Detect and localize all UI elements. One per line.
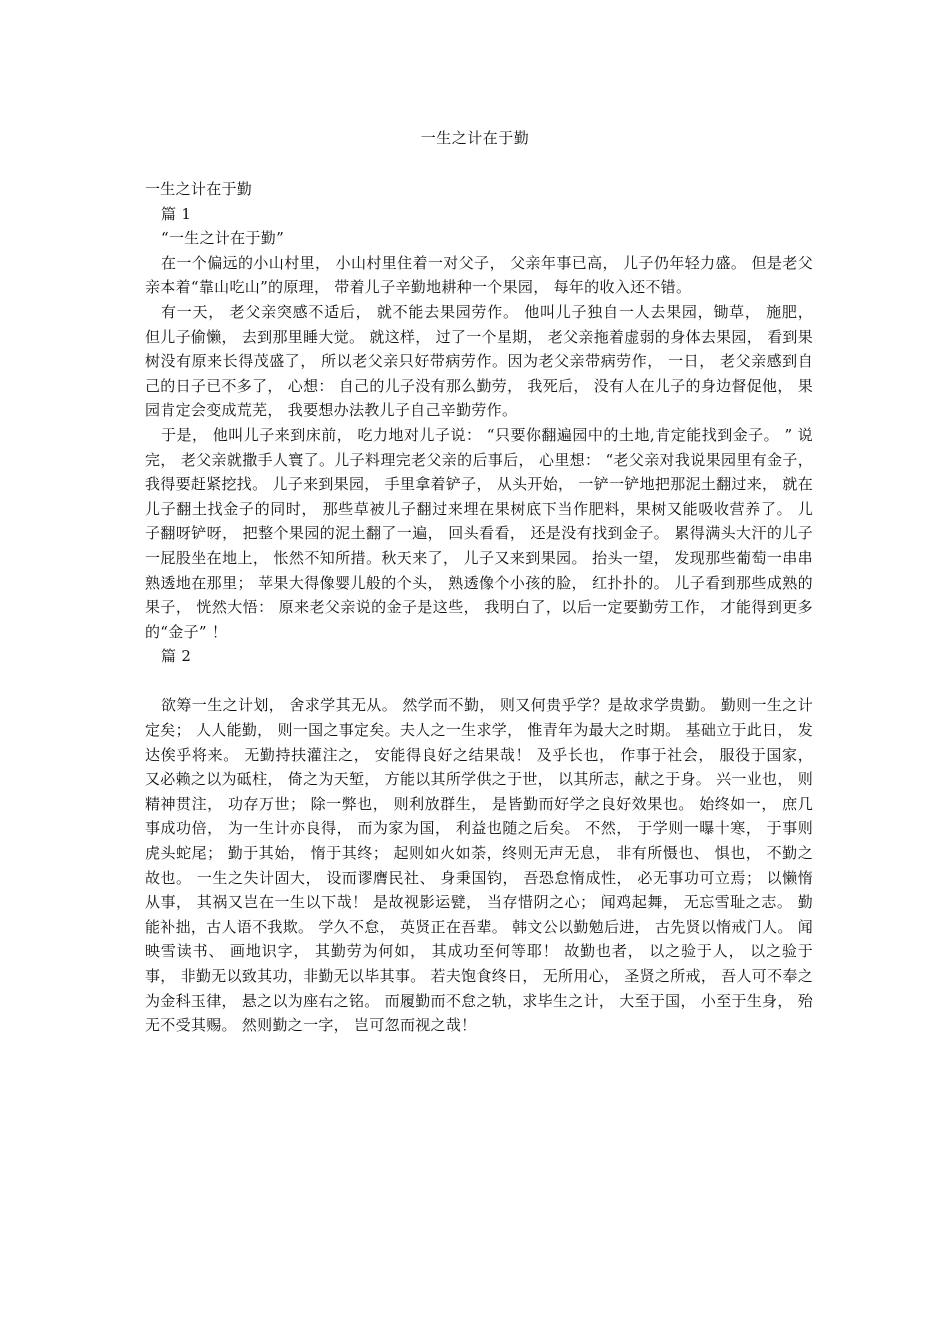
section-2-paragraph-1: 欲筹一生之计划， 舍求学其无从。 然学而不勤， 则又何贵乎学？是故求学贵勤。 勤则一生之计定矣； 人人能勤， 则一国之事定矣。夫人之一生求学， 惟青年为最大之时期。 基础立于此日， 发达俟乎将来。 无勤持扶灌注之， 安能得良好之结果哉！ 及乎长也， 作事于社会， 服役于国家， 又必赖之以为砥柱， 倚之为天堑， 方能以其所学供之于世， 以其所志，献之于身。 兴一业也， 则精神贯注， 功存万世； 除一弊也， 则利放群生， 是皆勤而好学之良好效果也。 始终如一， 庶几事成功倍， 为一生计亦良得， 而为家为国， 利益也随之后矣。 不然， 于学则一曝十寒， 于事则虎头蛇尾； 勤于其始， 惰于其终； 起则如火如荼，终则无声无息， 非有所慑也、 惧也， 不勤之故也。 一生之失计固大， 设而谬膺民社、 身秉国钧， 吾恐怠惰成性， 必无事功可立焉； 以懒惰从事， 其祸又岂在一生以下哉！ 是故视影运甓， 当存惜阴之心； 闻鸡起舞， 无忘雪耻之志。 勤能补拙，古人语不我欺。 学久不怠， 英贤正在吾辈。 韩文公以勤勉后进， 古先贤以惰戒门人。 闻映雪读书、 画地识字， 其勤劳为何如， 其成功至何等耶！ 故勤也者， 以之验于人， 以之验于事， 非勤无以致其功，非勤无以毕其事。 若夫饱食终日， 无所用心， 圣贤之所戒， 吾人可不奉之为金科玉律， 悬之以为座右之铭。 而履勤而不怠之轨，求毕生之计， 大至于国， 小至于生身， 殆无不受其赐。 然则勤之一字， 岂可忽而视之哉！ xyxy=(145,696,813,1035)
document-subtitle: 一生之计在于勤 xyxy=(145,180,253,198)
document-body xyxy=(145,177,813,1038)
section-1-paragraph-2: 有一天， 老父亲突感不适后， 就不能去果园劳作。 他叫儿子独自一人去果园，锄草， 施肥， 但儿子偷懒， 去到那里睡大觉。 就这样， 过了一个星期， 老父亲拖着虚弱的身体去果园， 看到果树没有原来长得茂盛了， 所以老父亲只好带病劳作。因为老父亲带病劳作， 一日， 老父亲感到自己的日子已不多了， 心想： 自己的儿子没有那么勤劳， 我死后， 没有人在儿子的身边督促他， 果园肯定会变成荒芜， 我要想办法教儿子自己辛勤劳作。 xyxy=(145,302,813,420)
section-1-heading: “一生之计在于勤” xyxy=(161,229,285,248)
section-2-label: 篇 2 xyxy=(161,647,192,666)
section-1-paragraph-1: 在一个偏远的小山村里， 小山村里住着一对父子， 父亲年事已高， 儿子仍年轻力盛。 但是老父亲本着“靠山吃山”的原理， 带着儿子辛勤地耕种一个果园， 每年的收入还不错。 xyxy=(145,253,813,297)
section-1-label: 篇 1 xyxy=(161,204,192,223)
section-1-paragraph-3: 于是， 他叫儿子来到床前， 吃力地对儿子说： “只要你翻遍园中的土地,肯定能找到金子。 ” 说完， 老父亲就撒手人寰了。儿子料理完老父亲的后事后， 心里想： “老父亲对我说果园里有金子，我得要赶紧挖找。 儿子来到果园， 手里拿着铲子， 从头开始， 一铲一铲地把那泥土翻过来， 就在儿子翻土找金子的同时， 那些草被儿子翻过来埋在果树底下当作肥料，果树又能吸收营养了。 儿子翻呀铲呀， 把整个果园的泥土翻了一遍， 回头看看， 还是没有找到金子。 累得满头大汗的儿子一屁股坐在地上， 怅然不知所措。秋天来了， 儿子又来到果园。 抬头一望， 发现那些葡萄一串串熟透地在那里； 苹果大得像婴儿般的个头， 熟透像个小孩的脸， 红扑扑的。 儿子看到那些成熟的果子， 恍然大悟： 原来老父亲说的金子是这些， 我明白了，以后一定要勤劳工作， 才能得到更多的“金子” ！ xyxy=(145,425,813,641)
document-title: 一生之计在于勤 xyxy=(420,129,530,147)
section-2-spacer xyxy=(145,669,813,694)
